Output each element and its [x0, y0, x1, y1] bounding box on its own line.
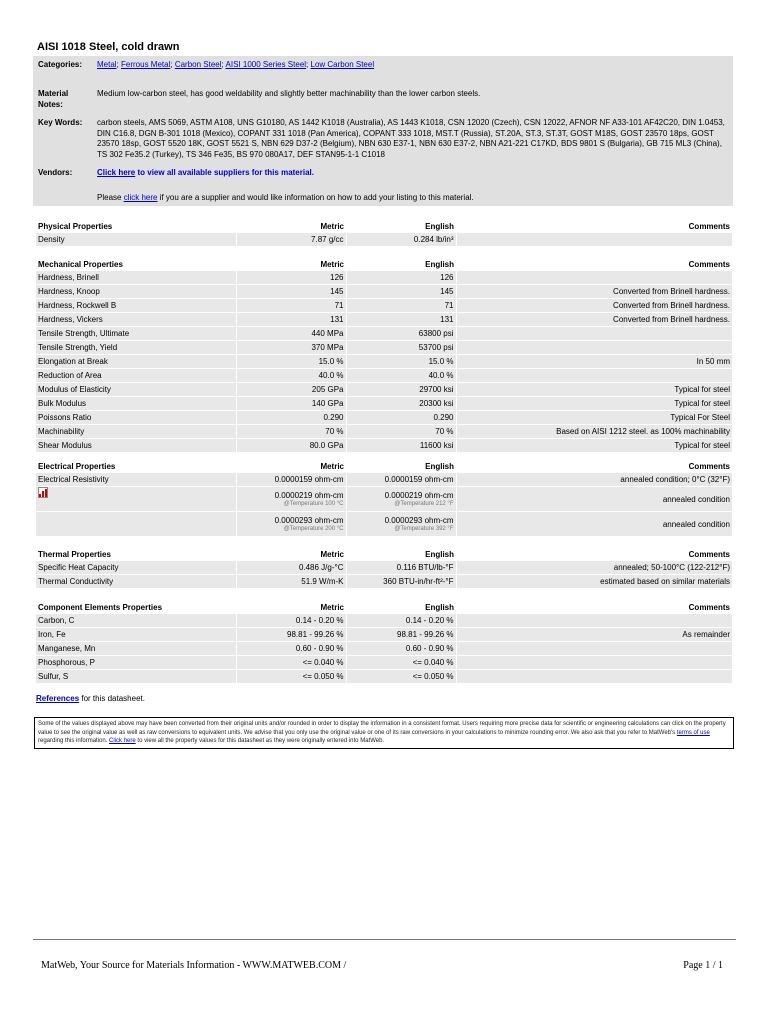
value-text: 53700 psi: [418, 343, 454, 352]
section-header-row: [36, 600, 732, 614]
property-name: Poissons Ratio: [36, 411, 236, 425]
english-header: English: [425, 221, 454, 231]
section-header-row: [36, 459, 732, 473]
category-link[interactable]: Ferrous Metal: [121, 60, 171, 69]
original-values-link[interactable]: Click here: [109, 738, 136, 745]
property-name: Bulk Modulus: [36, 397, 236, 411]
value-text: 15.0 %: [318, 357, 344, 366]
material-notes-label-line1: Material: [38, 89, 69, 98]
value-text: 71: [334, 301, 344, 310]
property-metric-value[interactable]: [236, 299, 346, 313]
property-name: Specific Heat Capacity: [36, 561, 236, 575]
category-separator: ;: [116, 60, 122, 69]
property-comment: [456, 670, 732, 684]
value-text: 70 %: [325, 427, 344, 436]
property-row: [36, 614, 732, 628]
property-name: Hardness, Rockwell B: [36, 299, 236, 313]
property-comment: Typical for steel: [456, 397, 732, 411]
supplier-please: Please: [97, 193, 124, 202]
property-english-value[interactable]: [346, 642, 456, 656]
comments-header: Comments: [688, 602, 730, 612]
value-text: 20300 ksi: [419, 399, 454, 408]
property-english-value[interactable]: [346, 341, 456, 355]
property-english-value[interactable]: [346, 397, 456, 411]
property-row: [36, 670, 732, 684]
property-row: [36, 397, 732, 411]
property-english-value[interactable]: [346, 299, 456, 313]
value-text: 80.0 GPa: [309, 441, 344, 450]
value-text: 0.0000219 ohm-cm: [384, 491, 454, 500]
property-row: [36, 561, 732, 575]
section-title: Physical Properties: [38, 221, 113, 231]
key-words-label: Key Words:: [38, 118, 83, 127]
footer-divider: [33, 939, 736, 940]
comments-header: Comments: [688, 259, 730, 269]
value-text: 0.486 J/g-°C: [298, 563, 344, 572]
supplier-text: [97, 193, 733, 204]
property-english-value[interactable]: [346, 561, 456, 575]
property-row: [36, 411, 732, 425]
key-words-text: carbon steels, AMS 5069, ASTM A108, UNS G10180, AS 1442 K1018 (Australia), AS 1443 K1018, CSN 12020 (Czech), CSN 12022, AFNOR NF A33-101 AF42C20, DIN 1.0453, DIN C16.8, DGN B-301 1018 (Mexico), COPANT 331 1018 (Pan America), COPANT 333 1018, MST.T (Russia), ST.20A, ST.3, ST.3T, GOST M18S, GOST 23570 18ps, GOST 23570 18sp, GOST 5520 18K, GOST 5521 S, NBN 629 D37-2 (Belgium), NBN 630 E37-1, NBN 630 E37-2, NBN A21-221 C17KD, BDS 9801 S (Bulgaria), GB 715 ML3 (China), TS 302 Fe35.2 (Turkey), TS 346 Fe35, BS 970 080A17, DEF STAN95-1-1 C1018: [97, 118, 725, 159]
property-english-value[interactable]: [346, 614, 456, 628]
property-comment: Converted from Brinell hardness.: [456, 313, 732, 327]
property-row: [36, 487, 732, 512]
value-text: 140 GPa: [311, 399, 344, 408]
english-header: English: [425, 549, 454, 559]
value-text: 360 BTU-in/hr-ft²-°F: [383, 577, 454, 586]
property-name: [36, 512, 236, 537]
value-text: 0.60 - 0.90 %: [405, 644, 454, 653]
value-text: 0.0000219 ohm-cm: [274, 491, 344, 500]
property-comment: Converted from Brinell hardness.: [456, 299, 732, 313]
english-header: English: [425, 602, 454, 612]
property-row: [36, 473, 732, 487]
property-name: Hardness, Vickers: [36, 313, 236, 327]
property-row: [36, 299, 732, 313]
category-separator: ;: [221, 60, 226, 69]
value-text: 145: [440, 287, 454, 296]
value-text: 0.0000293 ohm-cm: [274, 516, 344, 525]
category-separator: ;: [170, 60, 175, 69]
property-row: [36, 575, 732, 589]
property-metric-value[interactable]: [236, 233, 346, 247]
value-text: 40.0 %: [428, 371, 454, 380]
property-english-value[interactable]: [346, 271, 456, 285]
footer-source: MatWeb, Your Source for Materials Information - WWW.MATWEB.COM /: [41, 960, 347, 971]
property-metric-value[interactable]: [236, 561, 346, 575]
property-section-table: [36, 219, 732, 247]
value-text: 145: [330, 287, 344, 296]
property-section-table: [36, 547, 732, 589]
section-title: Electrical Properties: [38, 461, 116, 471]
references-line: [36, 694, 145, 703]
value-text: 7.87 g/cc: [311, 235, 344, 244]
property-english-value[interactable]: [346, 355, 456, 369]
property-comment: annealed; 50-100°C (122-212°F): [456, 561, 732, 575]
property-metric-value[interactable]: [236, 487, 346, 512]
value-text: 63800 psi: [418, 329, 454, 338]
value-text: 98.81 - 99.26 %: [397, 630, 454, 639]
property-comment: [456, 656, 732, 670]
categories-label: Categories:: [38, 60, 83, 69]
property-comment: Converted from Brinell hardness.: [456, 285, 732, 299]
value-text: 126: [330, 273, 344, 282]
category-link[interactable]: Carbon Steel: [174, 60, 222, 69]
property-name: Phosphorous, P: [36, 656, 236, 670]
page-title: AISI 1018 Steel, cold drawn: [37, 41, 180, 53]
property-english-value[interactable]: [346, 628, 456, 642]
property-english-value[interactable]: [346, 487, 456, 512]
temperature-condition: @Temperature 100 °C: [283, 501, 344, 507]
property-english-value[interactable]: [346, 327, 456, 341]
material-notes-label-line2: Notes:: [38, 99, 63, 109]
value-text: 40.0 %: [318, 371, 344, 380]
value-text: <= 0.050 %: [412, 672, 454, 681]
property-name: Hardness, Knoop: [36, 285, 236, 299]
value-text: 29700 ksi: [419, 385, 454, 394]
property-english-value[interactable]: [346, 425, 456, 439]
category-link[interactable]: Low Carbon Steel: [310, 60, 375, 69]
property-comment: annealed condition; 0°C (32°F): [456, 473, 732, 487]
vendors-link-rest: to view all available suppliers for this material.: [135, 168, 314, 177]
property-english-value[interactable]: [346, 369, 456, 383]
section-header-row: [36, 547, 732, 561]
supplier-rest: if you are a supplier and would like information on how to add your listing to this material.: [157, 193, 474, 202]
property-metric-value[interactable]: [236, 575, 346, 589]
property-metric-value[interactable]: [236, 285, 346, 299]
property-english-value[interactable]: [346, 512, 456, 537]
property-metric-value[interactable]: [236, 271, 346, 285]
property-row: [36, 313, 732, 327]
property-name: Shear Modulus: [36, 439, 236, 453]
property-comment: [456, 614, 732, 628]
chart-icon[interactable]: [38, 487, 48, 498]
category-link[interactable]: AISI 1000 Series Steel: [225, 60, 307, 69]
property-metric-value[interactable]: [236, 425, 346, 439]
property-row: [36, 628, 732, 642]
property-name: Reduction of Area: [36, 369, 236, 383]
property-metric-value[interactable]: [236, 512, 346, 537]
property-row: [36, 271, 732, 285]
property-comment: Typical for steel: [456, 439, 732, 453]
property-row: [36, 355, 732, 369]
property-metric-value[interactable]: [236, 383, 346, 397]
value-text: 0.290: [433, 413, 454, 422]
temperature-condition: @Temperature 200 °C: [283, 526, 344, 532]
property-english-value[interactable]: [346, 411, 456, 425]
disclaimer-part3: to view all the property values for this datasheet as they were originally entered into MatWeb.: [135, 738, 385, 745]
value-text: 0.14 - 0.20 %: [295, 616, 344, 625]
property-name: Tensile Strength, Ultimate: [36, 327, 236, 341]
property-row: [36, 439, 732, 453]
value-text: 0.290: [323, 413, 344, 422]
material-notes-label: [38, 89, 94, 110]
property-row: [36, 512, 732, 537]
property-row: [36, 341, 732, 355]
vendors-text: [97, 168, 733, 179]
property-name: Density: [36, 233, 236, 247]
value-text: <= 0.050 %: [302, 672, 344, 681]
value-text: 131: [440, 315, 454, 324]
english-header: English: [425, 259, 454, 269]
property-metric-value[interactable]: [236, 313, 346, 327]
property-comment: [456, 642, 732, 656]
property-name: Machinability: [36, 425, 236, 439]
property-comment: Typical for steel: [456, 383, 732, 397]
property-metric-value[interactable]: [236, 642, 346, 656]
property-row: [36, 642, 732, 656]
property-section-table: [36, 600, 732, 684]
disclaimer-part1: Some of the values displayed above may have been converted from their original units and/or rounded in order to display the information in a consistent format. Users requiring more precise data for scientific or engineering calculations can click on the property value to see the original value as well as raw conversions to equivalent units. We advise that you only use the original value or one of its raw conversions in your calculations to minimize rounding error. We also ask that you refer to MatWeb's: [38, 721, 726, 736]
category-link[interactable]: Metal: [97, 60, 117, 69]
property-comment: [456, 233, 732, 247]
references-link[interactable]: References: [36, 694, 80, 703]
property-row: [36, 425, 732, 439]
temperature-condition: @Temperature 212 °F: [394, 501, 454, 507]
value-text: 370 MPa: [311, 343, 344, 352]
property-metric-value[interactable]: [236, 614, 346, 628]
category-separator: ;: [306, 60, 311, 69]
value-text: 0.0000293 ohm-cm: [384, 516, 454, 525]
value-text: 0.0000159 ohm-cm: [274, 475, 344, 484]
property-english-value[interactable]: [346, 473, 456, 487]
property-metric-value[interactable]: [236, 656, 346, 670]
property-english-value[interactable]: [346, 233, 456, 247]
property-comment: Typical For Steel: [456, 411, 732, 425]
property-comment: In 50 mm: [456, 355, 732, 369]
value-text: 51.9 W/m-K: [301, 577, 344, 586]
value-text: 0.60 - 0.90 %: [295, 644, 344, 653]
property-metric-value[interactable]: [236, 327, 346, 341]
property-metric-value[interactable]: [236, 628, 346, 642]
value-text: 98.81 - 99.26 %: [287, 630, 344, 639]
temperature-condition: @Temperature 392 °F: [394, 526, 454, 532]
property-comment: annealed condition: [456, 512, 732, 537]
property-name: Hardness, Brinell: [36, 271, 236, 285]
value-text: 71: [444, 301, 454, 310]
comments-header: Comments: [688, 221, 730, 231]
property-name: Sulfur, S: [36, 670, 236, 684]
english-header: English: [425, 461, 454, 471]
property-name: Tensile Strength, Yield: [36, 341, 236, 355]
property-name: Thermal Conductivity: [36, 575, 236, 589]
section-title: Thermal Properties: [38, 549, 111, 559]
value-text: 440 MPa: [311, 329, 344, 338]
comments-header: Comments: [688, 549, 730, 559]
property-english-value[interactable]: [346, 383, 456, 397]
property-english-value[interactable]: [346, 656, 456, 670]
property-metric-value[interactable]: [236, 439, 346, 453]
property-comment: [456, 369, 732, 383]
property-comment: Based on AISI 1212 steel. as 100% machinability: [456, 425, 732, 439]
property-comment: As remainder: [456, 628, 732, 642]
property-metric-value[interactable]: [236, 341, 346, 355]
property-row: [36, 656, 732, 670]
material-notes-text: Medium low-carbon steel, has good weldability and slightly better machinability than the lower carbon steels.: [97, 89, 481, 98]
property-row: [36, 233, 732, 247]
property-comment: [456, 271, 732, 285]
value-text: 205 GPa: [311, 385, 344, 394]
value-text: 131: [330, 315, 344, 324]
property-english-value[interactable]: [346, 439, 456, 453]
metric-header: Metric: [320, 221, 344, 231]
section-title: Mechanical Properties: [38, 259, 123, 269]
comments-header: Comments: [688, 461, 730, 471]
property-metric-value[interactable]: [236, 411, 346, 425]
footer-page-number: Page 1 / 1: [683, 960, 723, 971]
property-name: Manganese, Mn: [36, 642, 236, 656]
disclaimer-part2: regarding this information.: [38, 738, 110, 745]
metric-header: Metric: [320, 602, 344, 612]
property-row: [36, 369, 732, 383]
metric-header: Metric: [320, 549, 344, 559]
property-name: Elongation at Break: [36, 355, 236, 369]
value-text: 126: [440, 273, 454, 282]
value-text: 11600 ksi: [419, 441, 454, 450]
terms-of-use-link[interactable]: terms of use: [676, 729, 710, 736]
property-name: Electrical Resistivity: [36, 473, 236, 487]
property-name: Modulus of Elasticity: [36, 383, 236, 397]
property-comment: [456, 341, 732, 355]
property-english-value[interactable]: [346, 670, 456, 684]
property-section-table: [36, 257, 732, 453]
property-metric-value[interactable]: [236, 369, 346, 383]
value-text: 0.0000159 ohm-cm: [384, 475, 454, 484]
property-row: [36, 383, 732, 397]
property-name: [36, 487, 236, 512]
property-name: Carbon, C: [36, 614, 236, 628]
value-text: 0.14 - 0.20 %: [405, 616, 454, 625]
disclaimer-box: [34, 717, 734, 749]
property-metric-value[interactable]: [236, 670, 346, 684]
section-header-row: [36, 219, 732, 233]
metric-header: Metric: [320, 259, 344, 269]
property-comment: annealed condition: [456, 487, 732, 512]
property-metric-value[interactable]: [236, 355, 346, 369]
value-text: <= 0.040 %: [412, 658, 454, 667]
property-metric-value[interactable]: [236, 473, 346, 487]
property-english-value[interactable]: [346, 313, 456, 327]
vendors-link[interactable]: Click here: [97, 168, 136, 177]
value-text: 0.116 BTU/lb-°F: [396, 563, 454, 572]
categories-links: [97, 60, 733, 71]
property-row: [36, 285, 732, 299]
vendors-label: Vendors:: [38, 168, 73, 177]
value-text: 70 %: [435, 427, 454, 436]
property-row: [36, 327, 732, 341]
property-english-value[interactable]: [346, 285, 456, 299]
property-comment: estimated based on similar materials: [456, 575, 732, 589]
property-comment: [456, 327, 732, 341]
property-section-table: [36, 459, 732, 537]
metric-header: Metric: [320, 461, 344, 471]
supplier-link[interactable]: click here: [123, 193, 158, 202]
value-text: 15.0 %: [428, 357, 454, 366]
section-header-row: [36, 257, 732, 271]
property-english-value[interactable]: [346, 575, 456, 589]
property-name: Iron, Fe: [36, 628, 236, 642]
references-rest: for this datasheet.: [79, 694, 145, 703]
value-text: 0.284 lb/in³: [413, 235, 454, 244]
section-title: Component Elements Properties: [38, 602, 163, 612]
value-text: <= 0.040 %: [302, 658, 344, 667]
property-metric-value[interactable]: [236, 397, 346, 411]
